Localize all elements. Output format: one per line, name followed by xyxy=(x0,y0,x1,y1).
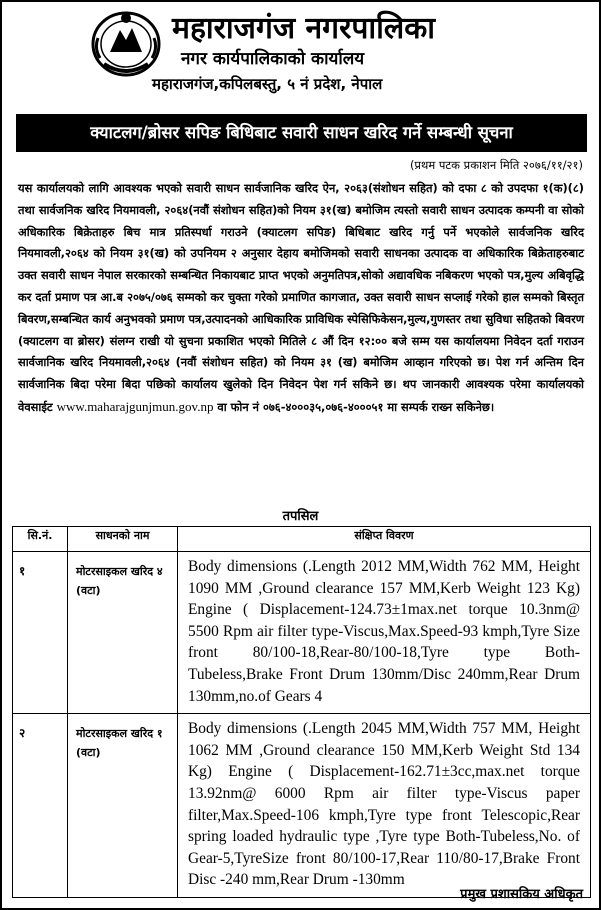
notice-banner: क्याटलग/ब्रोसर सपिङ बिधिबाट सवारी साधन खरिद गर्ने सम्बन्धी सूचना xyxy=(16,114,587,152)
table-row xyxy=(13,714,591,898)
column-header-description: संक्षिप्त विवरण xyxy=(178,527,591,552)
contact-text: वा फोन नं ०७६-४०००३५,०७६-४०००५१ मा सम्पर्क राख्न सकिनेछ। xyxy=(217,399,495,414)
row-description: Body dimensions (.Length 2012 MM,Width 762 MM, Height 1090 MM ,Ground clearance 157 MM,Kerb Weight 123 Kg) Engine ( Displacement-124.73±1max.net torque 10.3nm@ 5500 Rpm air filter type-Viscus,Max.Speed-93 kmph,Tyre Size front 80/100-18,Rear-80/100-18,Tyre type Both-Tubeless,Brake Front Drum 130mm/Disc 240mm,Rear Drum 130mm,no.of Gears 4 xyxy=(178,552,591,714)
nepal-emblem-icon xyxy=(90,8,162,78)
notice-body-text: यस कार्यालयको लागि आवश्यक भएको सवारी साधन सार्वजानिक खरिद ऐन, २०६३(संशोधन सहित) को दफा ८ को उपदफा १(क)(८) तथा सार्वजनिक खरिद नियमावली, २०६४(नवौं संशोधन सहित)को नियम ३१(ख) बमोजिम त्यस्तो सवारी साधन उत्पादक कम्पनी वा सोको अधिकारिक बिक्रेताहरु बिच मात्र प्रतिस्पर्धा गराउने (क्याटलग सपिङ) बिधिबाट खरिद गर्नु पर्ने भएकोले सार्वजनिक खरिद नियमावली,२०६४ को नियम ३१(ख) को उपनियम २ अनुसार देहाय बमोजिमको सवारी साधनका उत्पादक वा अधिकारिक बिक्रेताहरुबाट उक्त सवारी साधन नेपाल सरकारको सम्बन्धित निकायबाट प्राप्त भएको अनुमतिपत्र,सोको अद्यावधिक नबिकरण भएको पत्र,मुल्य अबिवृद्धि कर दर्ता प्रमाण पत्र आ.ब २०७५/०७६ सम्मको कर चुक्ता गरेको प्रमाणित कागजात, उक्त सवारी साधन सप्लाई गरेको हाल सम्मको बिस्तृत बिवरण,सम्बन्धित कार्य अनुभवको प्रमाण पत्र,उत्पादनको आधिकारिक प्राविधिक स्पेसिफिकेसन,मुल्य,गुणस्तर तथा सुविधा सहितको बिवरण (क्याटलग वा ब्रोसर) संलग्न राखी यो सुचना प्रकाशित भएको मितिले ८ औं दिन १२:०० बजे सम्म यस कार्यालयमा निवेदन दर्ता गराउन सार्वजानिक खरिद नियमावली,२०६४ (नवौं संशोधन सहित) को नियम ३१ (ख) बमोजिम आव्हान गरिएको छ। पेश गर्न अन्तिम दिन सार्वजानिक बिदा परेमा बिदा पछिको कार्यालय खुलेको दिन निवेदन पेश गर्न सकिने छ। थप जानकारी आवश्यक परेमा कार्यालयको वेवसाईट xyxy=(18,181,584,414)
office-address: महाराजगंज,कपिलबस्तु, ५ नं प्रदेश, नेपाल xyxy=(152,75,383,93)
website-link[interactable]: www.maharajgunjmun.gov.np xyxy=(56,398,214,414)
row-name: मोटरसाइकल खरिद ४ (वटा) xyxy=(68,552,178,714)
column-header-name: साधनको नाम xyxy=(68,527,178,552)
municipality-title: महाराजगंज नगरपालिका xyxy=(172,11,436,46)
table-header-row xyxy=(13,527,591,552)
notice-body xyxy=(18,178,584,419)
row-sn: २ xyxy=(13,714,68,898)
row-name: मोटरसाइकल खरिद १ (वटा) xyxy=(68,714,178,898)
table-row xyxy=(13,552,591,714)
row-sn: १ xyxy=(13,552,68,714)
schedule-table xyxy=(12,526,591,898)
column-header-sn: सि.नं. xyxy=(13,527,68,552)
header xyxy=(2,2,599,114)
first-publish-date: (प्रथम पटक प्रकाशन मिति २०७६/११/२१) xyxy=(409,158,583,172)
row-description: Body dimensions (.Length 2045 MM,Width 757 MM, Height 1062 MM ,Ground clearance 150 MM,Kerb Weight Std 134 Kg) Engine ( Displacement-162.71±3cc,max.net torque 13.92nm@ 6000 Rpm air filter type-Viscus paper filter,Max.Speed-106 kmph,Tyre type front Telescopic,Rear spring loaded hydraulic type ,Tyre type Both-Tubeless,No. of Gear-5,TyreSize front 80/100-17,Rear 110/80-17,Brake Front Disc -240 mm,Rear Drum -130mm xyxy=(178,714,591,898)
office-subtitle: नगर कार्यपालिकाको कार्यालय xyxy=(181,49,365,69)
schedule-heading: तपसिल xyxy=(282,509,319,524)
signature: प्रमुख प्रशासकिय अधिकृत xyxy=(460,887,583,902)
